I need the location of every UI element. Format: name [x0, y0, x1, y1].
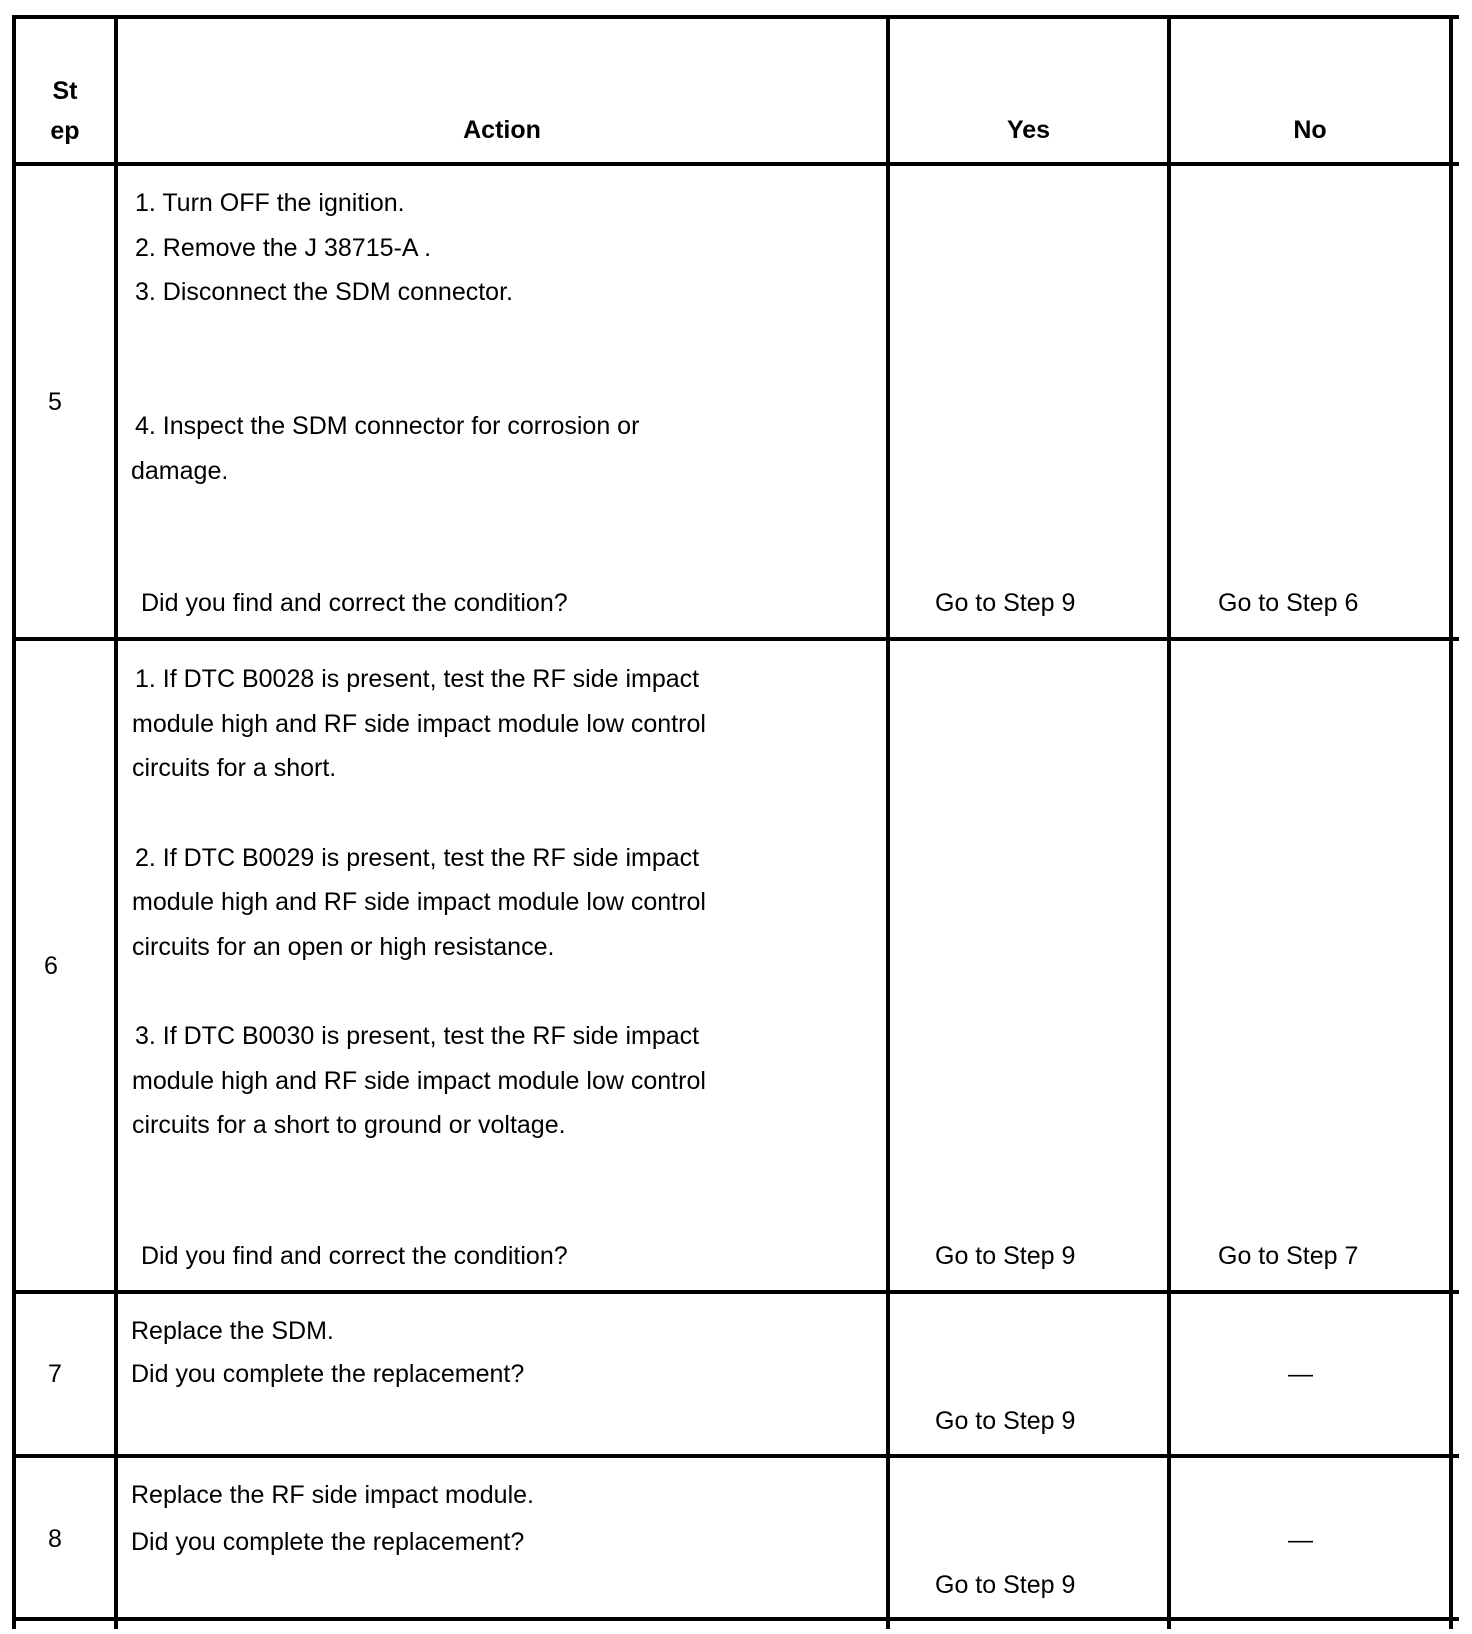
row-divider: [12, 1454, 1459, 1458]
header-action: Action: [463, 116, 541, 144]
action-line: circuits for an open or high resistance.: [132, 933, 555, 961]
action-line: 2. Remove the J 38715-A .: [135, 234, 432, 262]
column-divider: [886, 16, 890, 1629]
action-line: damage.: [131, 457, 229, 485]
no-result-dash: —: [1288, 1360, 1313, 1388]
column-divider: [114, 16, 118, 1629]
header-yes: Yes: [1006, 116, 1051, 144]
header-step-line2: ep: [50, 117, 80, 145]
no-result: Go to Step 6: [1218, 589, 1359, 617]
step-number: 5: [48, 388, 62, 416]
row-divider: [12, 1290, 1459, 1294]
column-divider: [1167, 16, 1171, 1629]
table-border-left: [12, 16, 16, 1629]
header-no: No: [1293, 116, 1327, 144]
table-border-right: [1449, 16, 1453, 1629]
action-line: 1. If DTC B0028 is present, test the RF side impact: [135, 665, 700, 693]
header-step-line1: St: [52, 77, 78, 105]
yes-result: Go to Step 9: [935, 1242, 1076, 1270]
action-line: Replace the SDM.: [131, 1317, 334, 1345]
action-question: Did you find and correct the condition?: [141, 1242, 568, 1270]
action-line: circuits for a short to ground or voltage.: [132, 1111, 566, 1139]
yes-result: Go to Step 9: [935, 1571, 1076, 1599]
yes-result: Go to Step 9: [935, 1407, 1076, 1435]
action-question: Did you find and correct the condition?: [141, 589, 568, 617]
step-number: 6: [44, 952, 58, 980]
table-border-top: [12, 15, 1459, 19]
action-line: 3. Disconnect the SDM connector.: [135, 278, 513, 306]
action-question: Did you complete the replacement?: [131, 1360, 525, 1388]
action-line: module high and RF side impact module low control: [132, 888, 706, 916]
no-result: Go to Step 7: [1218, 1242, 1359, 1270]
action-line: 4. Inspect the SDM connector for corrosion or: [135, 412, 640, 440]
action-line: 1. Turn OFF the ignition.: [135, 189, 405, 217]
action-question: Did you complete the replacement?: [131, 1528, 525, 1556]
step-number: 7: [48, 1360, 62, 1388]
action-line: module high and RF side impact module low control: [132, 710, 706, 738]
action-line: Replace the RF side impact module.: [131, 1481, 534, 1509]
table-border-bottom: [12, 1617, 1459, 1621]
action-line: module high and RF side impact module low control: [132, 1067, 706, 1095]
yes-result: Go to Step 9: [935, 589, 1076, 617]
action-line: 2. If DTC B0029 is present, test the RF side impact: [135, 844, 700, 872]
action-line: circuits for a short.: [132, 754, 337, 782]
header-divider: [12, 162, 1459, 166]
row-divider: [12, 637, 1459, 641]
no-result-dash: —: [1288, 1526, 1313, 1554]
step-number: 8: [48, 1525, 62, 1553]
action-line: 3. If DTC B0030 is present, test the RF side impact: [135, 1022, 700, 1050]
